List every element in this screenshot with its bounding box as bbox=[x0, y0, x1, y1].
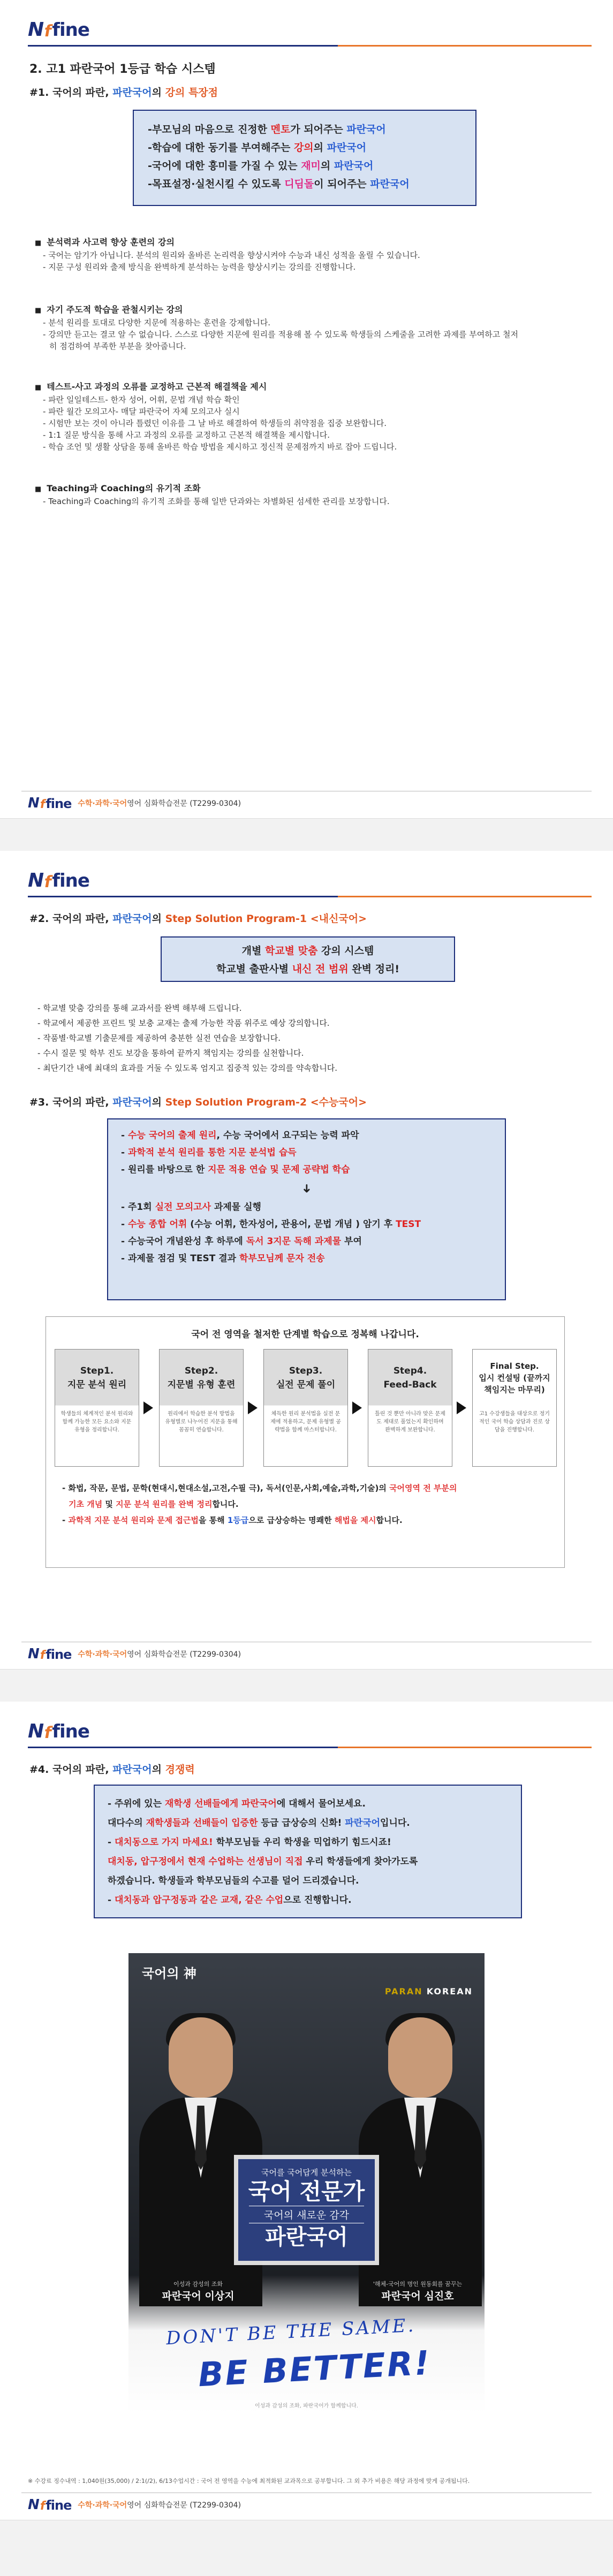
section-1-title: #1. 국어의 파란, 파란국어의 강의 특장점 bbox=[29, 87, 218, 98]
nfine-logo: N f fine bbox=[28, 795, 72, 811]
promo-poster bbox=[128, 1953, 485, 2413]
steps-panel bbox=[46, 1316, 565, 1568]
page-3 bbox=[0, 1702, 613, 2520]
header-rule bbox=[28, 45, 592, 47]
nfine-logo: N f fine bbox=[28, 1720, 89, 1742]
teacher-photo-right bbox=[359, 2017, 482, 2306]
school-box: 개별 학교별 맞춤 강의 시스템 학교별 출판사별 내신 전 범위 완벽 정리! bbox=[161, 936, 455, 982]
header-rule bbox=[28, 1747, 592, 1748]
header-logo bbox=[28, 16, 89, 43]
block-heading: ■ 자기 주도적 학습을 관철시키는 강의 bbox=[35, 303, 183, 315]
block-body: - 국어는 암기가 아닙니다. 분석의 원리와 올바른 논리력을 향상시켜야 수능과 내신 성적을 올릴 수 있습니다. - 지문 구성 원리와 출제 방식을 완벽하게 분석하는 능력을 향상시키는 강의를 진행합니다. bbox=[43, 250, 420, 272]
step-card: Step3. 실전 문제 풀이 체득한 원리 분석법을 실전 문제에 적용하고, 문제 유형별 공략법을 함께 마스터합니다. bbox=[263, 1349, 348, 1467]
poster-slogan-2: BE BETTER! bbox=[197, 2343, 432, 2395]
arrow-right-icon bbox=[352, 1401, 362, 1414]
fee-notice: ※ 수강료 징수내역 : 1,040원(35,000) / 2:1(/2), 6/13수업시간 : 국어 전 영역을 수능에 최적화된 교과목으로 공부합니다. 그 외 추가 비용은 해당 과정에 맞게 공개됩니다. bbox=[28, 2478, 470, 2484]
header-rule bbox=[28, 896, 592, 897]
section-3-title: #3. 국어의 파란, 파란국어의 Step Solution Program-2 <수능국어> bbox=[29, 1096, 367, 1108]
feature-line: -부모님의 마음으로 진정한 멘토가 되어주는 파란국어 bbox=[148, 124, 386, 135]
section-2-title: #2. 국어의 파란, 파란국어의 Step Solution Program-1 <내신국어> bbox=[29, 913, 367, 925]
poster-headline: 국어를 국어답게 분석하는 국어 전문가 국어의 새로운 감각 파란국어 bbox=[238, 2159, 375, 2261]
teacher-caption-right: '해체-국어의 명인 원동회를 꿈꾸는 파란국어 심진호 bbox=[373, 2281, 463, 2302]
arrow-right-icon bbox=[248, 1401, 258, 1414]
step-card: Final Step. 입시 컨설팅 (끝까지 책임지는 마무리) 고1 수강생들을 대상으로 정기적인 국어 학습 상담과 진로 상담을 진행합니다. bbox=[472, 1349, 557, 1467]
block-heading: ■ 분석력과 사고력 향상 훈련의 강의 bbox=[35, 235, 175, 248]
steps-notes: - 화법, 작문, 문법, 문학(현대시,현대소설,고전,수필 극), 독서(인문,사회,예술,과학,기술)의 국어영역 전 부분의 기초 개념 및 지문 분석 원리를 완벽 정리합니다. - 과학적 지문 분석 원리와 문제 접근법을 통해 1등급으로 급상승하는 명쾌한 해법을 제시합니다. bbox=[62, 1483, 457, 1525]
poster-slogan-1: DON'T BE THE SAME. bbox=[165, 2314, 417, 2350]
nfine-logo: N f fine bbox=[28, 1646, 72, 1662]
block-heading: ■ 테스트-사고 과정의 오류를 교정하고 근본적 해결책을 제시 bbox=[35, 380, 267, 392]
arrow-right-icon bbox=[143, 1401, 153, 1414]
competitiveness-box: - 주위에 있는 재학생 선배들에게 파란국어에 대해서 물어보세요. 대다수의 재학생들과 선배들이 입증한 등급 급상승의 신화! 파란국어입니다. - 대치동으로 가지 마세요! 학부모님들 우리 학생을 믹업하기 힘드시죠! 대치동, 압구정에서 현재 수업하는 선생님이 직접 우리 학생들에게 찾아가도록 하겠습니다. 학생들과 학부모님들의 수고를 덜어 드리겠습니다. - 대치동과 압구정동과 같은 교재, 같은 수업으로 진행합니다. bbox=[94, 1785, 522, 1918]
nfine-logo: N f fine bbox=[28, 2497, 72, 2513]
block-heading: ■ Teaching과 Coaching의 유기적 조화 bbox=[35, 482, 201, 494]
page-title: 2. 고1 파란국어 1등급 학습 시스템 bbox=[29, 63, 216, 76]
arrow-down-icon: ➜ bbox=[300, 1183, 314, 1194]
suneung-box: - 수능 국어의 출제 원리, 수능 국어에서 요구되는 능력 파악 - 과학적 분석 원리를 통한 지문 분석법 습득 - 원리를 바탕으로 한 지문 적용 연습 및 문제 공략법 학습 ➜ - 주1회 실전 모의고사 과제물 실행 - 수능 종합 어휘 (수능 어휘, 한자성어, 관용어, 문법 개념 ) 암기 후 TEST - 수능국어 개념완성 후 하루에 독서 3지문 독해 과제물 부여 - 과제물 점검 및 TEST 결과 학부모님께 문자 전송 bbox=[107, 1118, 506, 1300]
feature-line: -목표설정·실천시킬 수 있도록 디딤돌이 되어주는 파란국어 bbox=[148, 178, 410, 190]
footer: N f fine 수학·과학·국어영어 심화학습전문 (T2299-0304) bbox=[28, 2497, 241, 2513]
footer: N f fine 수학·과학·국어영어 심화학습전문 (T2299-0304) bbox=[28, 795, 241, 811]
step-card: Step1. 지문 분석 원리 학생들의 체계적인 분석 원리와 함께 가능한 모든 요소와 지문 유형을 정리합니다. bbox=[55, 1349, 139, 1467]
header-logo bbox=[28, 1718, 89, 1744]
header-logo bbox=[28, 867, 89, 894]
feature-line: -국어에 대한 흥미를 가질 수 있는 재미의 파란국어 bbox=[148, 160, 374, 172]
school-list: - 학교별 맞춤 강의를 통해 교과서를 완벽 해부해 드립니다. - 학교에서 제공한 프린트 및 보충 교재는 출제 가능한 작품 위주로 예상 강의합니다. - 작품별·학교별 기출문제를 제공하여 충분한 실전 연습을 보장합니다. - 수시 질문 및 학부 진도 보강을 통하여 끝까지 책임지는 강의를 실천합니다. - 최단기간 내에 최대의 효과를 거둘 수 있도록 엄지고 집중적 있는 강의를 약속합니다. bbox=[37, 1003, 338, 1073]
block-body: - Teaching과 Coaching의 유기적 조화를 통해 일반 단과와는 차별화된 섬세한 관리를 보장합니다. bbox=[43, 497, 390, 506]
page-2 bbox=[0, 851, 613, 1670]
section-4-title: #4. 국어의 파란, 파란국어의 경쟁력 bbox=[29, 1764, 195, 1775]
nfine-logo: N f fine bbox=[28, 869, 89, 891]
block-body: - 파란 일일테스트- 한자 성어, 어휘, 문법 개념 학습 확인 - 파란 월간 모의고사- 매달 파란국어 자체 모의고사 실시 - 시험만 보는 것이 아니라 틀렸던 이유를 그 날 바로 해결하여 학생들의 취약점을 집중 보완합니다. - 1:1 질문 방식을 통해 사고 과정의 오류를 교정하고 근본적 해결책을 제시합니다. - 학습 조언 및 생활 상담을 통해 올바른 학습 방법을 제시하고 정신적 문제점까지 바로 잡아 드립니다. bbox=[43, 395, 397, 452]
poster-tag: 국어의 神 bbox=[142, 1966, 196, 1981]
poster-bottom-text: 이성과 감성의 조화, 파란국어가 함께합니다. bbox=[255, 2403, 358, 2409]
footer: N f fine 수학·과학·국어영어 심화학습전문 (T2299-0304) bbox=[28, 1646, 241, 1662]
step-card: Step2. 지문별 유형 훈련 원리에서 학습한 분석 방법을 유형별로 나누어진 지문을 통해 꼼꼼히 연습합니다. bbox=[159, 1349, 244, 1467]
steps-row bbox=[55, 1349, 557, 1467]
poster-brand: PARAN KOREAN bbox=[384, 1986, 473, 1996]
page-1 bbox=[0, 0, 613, 819]
step-card: Step4. Feed-Back 틀린 것 뿐만 아니라 맞은 문제도 제대로 풀었는지 확인하며 완벽하게 보완합니다. bbox=[368, 1349, 452, 1467]
block-body: - 분석 원리를 토대로 다양한 지문에 적용하는 훈련을 강제합니다. - 강의만 듣고는 결코 알 수 없습니다. 스스로 다양한 지문에 원리를 적용해 볼 수 있도록 학생들의 스케줄을 고려한 과제를 부여하고 철저히 점검하여 부족한 부분을 찾아줍니다. bbox=[43, 318, 519, 351]
steps-title: 국어 전 영역을 철저한 단계별 학습으로 정복해 나갑니다. bbox=[191, 1329, 419, 1340]
features-box bbox=[133, 110, 476, 206]
arrow-right-icon bbox=[457, 1401, 466, 1414]
nfine-logo: N f fine bbox=[28, 18, 89, 41]
feature-line: -학습에 대한 동기를 부여해주는 강의의 파란국어 bbox=[148, 142, 367, 154]
teacher-caption-left: 이성과 감성의 조화 파란국어 이상지 bbox=[162, 2281, 234, 2302]
